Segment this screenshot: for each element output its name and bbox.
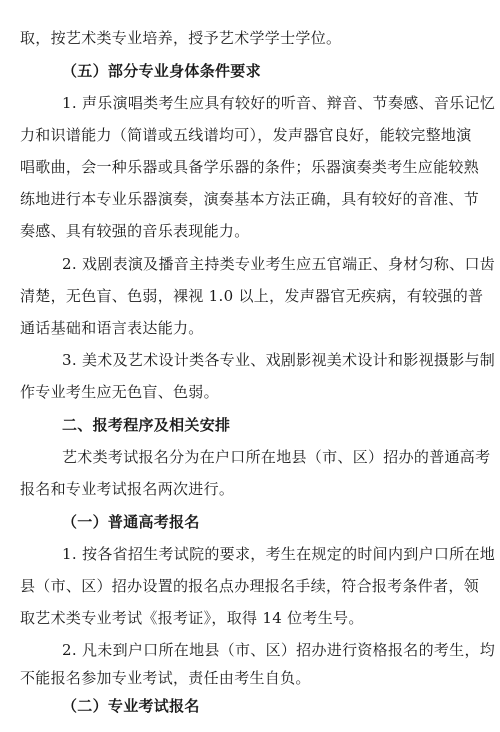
paragraph-line: 1. 声乐演唱类考生应具有较好的听音、辩音、节奏感、音乐记忆 (62, 93, 496, 112)
paragraph-line: 取，按艺术类专业培养，授予艺术学学士学位。 (20, 29, 342, 47)
section-heading-physical-requirements: （五）部分专业身体条件要求 (62, 61, 261, 80)
section-heading-application-procedure: 二、报考程序及相关安排 (62, 415, 231, 434)
paragraph-line: 不能报名参加专业考试，责任由考生自负。 (20, 668, 311, 687)
paragraph-line: 县（市、区）招办设置的报名点办理报名手续，符合报考条件者，领 (20, 576, 480, 595)
paragraph-line: 3. 美术及艺术设计类各专业、戏剧影视美术设计和影视摄影与制 (62, 350, 496, 369)
section-heading-professional-registration: （二）专业考试报名 (62, 697, 200, 715)
paragraph-line: 练地进行本专业乐器演奏，演奏基本方法正确，具有较好的音准、节 (20, 189, 480, 208)
paragraph-line: 报名和专业考试报名两次进行。 (20, 479, 235, 498)
paragraph-line: 作专业考生应无色盲、色弱。 (20, 382, 219, 401)
paragraph-line: 1. 按各省招生考试院的要求，考生在规定的时间内到户口所在地 (62, 544, 496, 563)
paragraph-line: 通话基础和语言表达能力。 (20, 318, 204, 337)
paragraph-line: 取艺术类专业考试《报考证》，取得 14 位考生号。 (20, 608, 364, 627)
paragraph-line: 2. 凡未到户口所在地县（市、区）招办进行资格报名的考生，均 (62, 640, 496, 659)
paragraph-line: 艺术类考试报名分为在户口所在地县（市、区）招办的普通高考 (62, 447, 491, 466)
section-heading-general-registration: （一）普通高考报名 (62, 512, 200, 531)
paragraph-line: 清楚，无色盲、色弱，裸视 1.0 以上，发声器官无疾病，有较强的普 (20, 286, 484, 305)
paragraph-line: 力和识谱能力（简谱或五线谱均可），发声器官良好，能较完整地演 (20, 125, 472, 144)
paragraph-line: 唱歌曲，会一种乐器或具备学乐器的条件；乐器演奏类考生应能较熟 (20, 157, 480, 176)
paragraph-line: 奏感、具有较强的音乐表现能力。 (20, 221, 250, 240)
paragraph-line: 2. 戏剧表演及播音主持类专业考生应五官端正、身材匀称、口齿 (62, 254, 496, 273)
